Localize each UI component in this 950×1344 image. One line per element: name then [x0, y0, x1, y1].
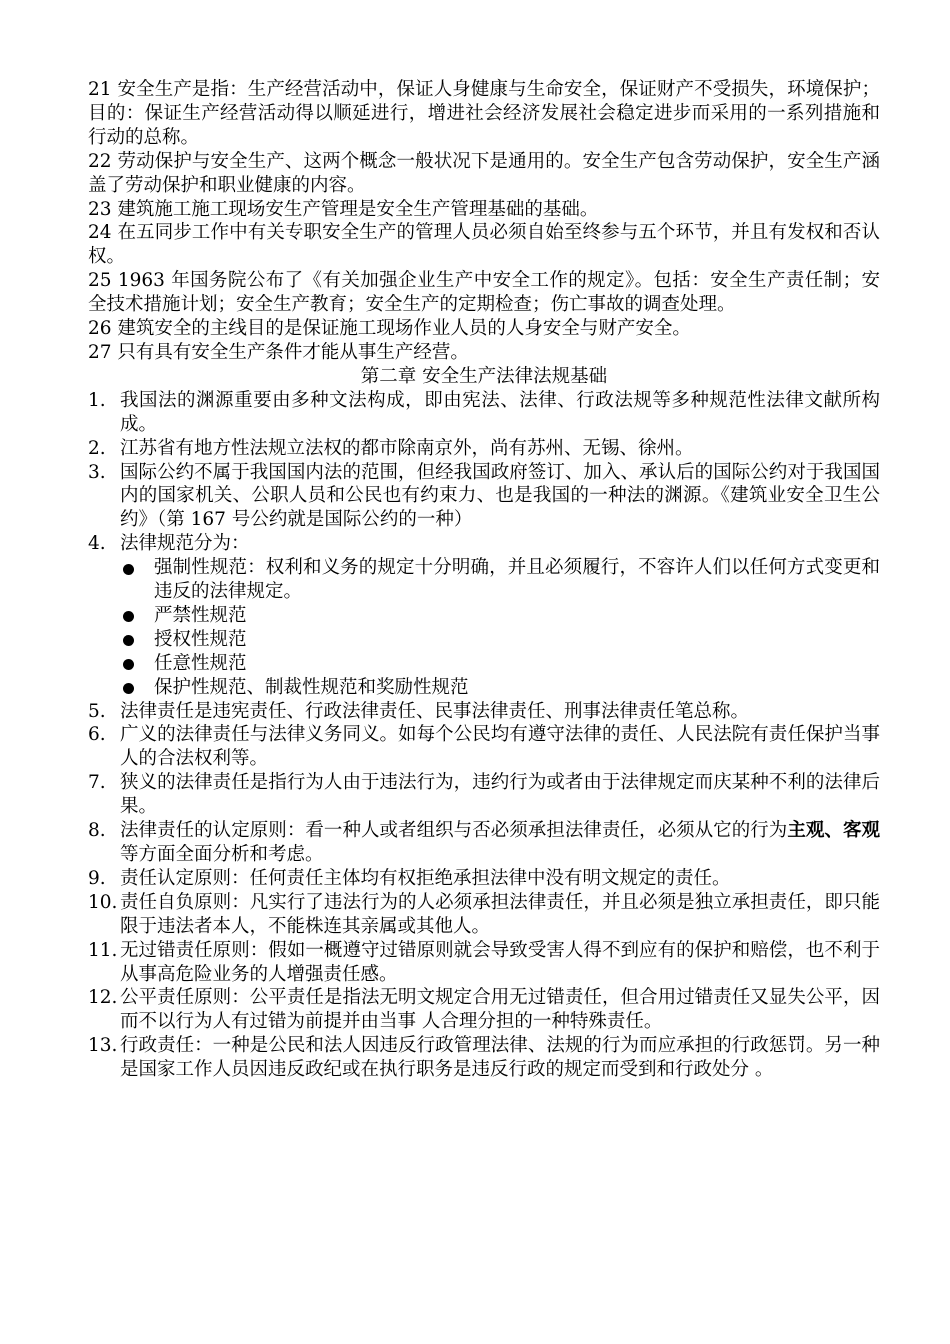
paragraph-27: 27 只有具有安全生产条件才能从事生产经营。 [88, 341, 469, 363]
list-item-text: 无过错责任原则：假如一概遵守过错原则就会导致受害人得不到应有的保护和赔偿，也不利于从事高危险业务的人增强责任感。 [120, 939, 880, 985]
list-item-text-before: 法律责任的认定原则：看一种人或者组织与否必须承担法律责任，必须从它的行为 [120, 820, 788, 842]
list-item-7 [88, 771, 880, 819]
list-item-9 [88, 867, 880, 891]
bullet-item-5 [88, 676, 880, 700]
bullet-item-4 [88, 652, 880, 676]
list-item-text: 法律规范分为： [120, 533, 250, 555]
list-item-text: 公平责任原则：公平责任是指法无明文规定合用无过错责任，但合用过错责任又显失公平，因而不以行为人有过错为前提并由当事 人合理分担的一种特殊责任。 [120, 987, 880, 1033]
paragraph-23: 23 建筑施工施工现场安生产管理是安全生产管理基础的基础。 [88, 198, 599, 220]
list-item-12 [88, 986, 880, 1034]
list-item-6 [88, 723, 880, 771]
list-item-3 [88, 461, 880, 533]
list-item-11 [88, 939, 880, 987]
bullet-dot-icon [123, 611, 134, 622]
list-item-number: 12. [88, 987, 118, 1009]
list-item-4 [88, 532, 880, 556]
list-item-text: 国际公约不属于我国国内法的范围，但经我国政府签订、加入、承认后的国际公约对于我国国内的国家机关、公职人员和公民也有约束力、也是我国的一种法的渊源。《建筑业安全卫生公约》（第 167 号公约就是国际公约的一种） [120, 461, 880, 531]
list-item-text: 江苏省有地方性法规立法权的都市除南京外，尚有苏州、无锡、徐州。 [120, 437, 694, 459]
bullet-item-text: 强制性规范：权利和义务的规定十分明确，并且必须履行，不容许人们以任何方式变更和违反的法律规定。 [154, 557, 880, 603]
list-item-text: 广义的法律责任与法律义务同义。如每个公民均有遵守法律的责任、人民法院有责任保护当事人的合法权利等。 [120, 724, 880, 770]
list-item-number: 11. [88, 939, 118, 961]
list-item-number: 9. [88, 867, 106, 889]
list-item-2 [88, 437, 880, 461]
list-item-10 [88, 891, 880, 939]
list-item-number: 1. [88, 389, 106, 411]
paragraph-22: 22 劳动保护与安全生产、这两个概念一般状况下是通用的。安全生产包含劳动保护，安全生产涵盖了劳动保护和职业健康的内容。 [88, 150, 880, 196]
list-item-1 [88, 389, 880, 437]
list-item-number: 4. [88, 533, 106, 555]
list-item-number: 13. [88, 1035, 118, 1057]
list-item-5 [88, 700, 880, 724]
bullet-dot-icon [123, 635, 134, 646]
list-item-13 [88, 1034, 880, 1082]
bullet-item-2 [88, 604, 880, 628]
list-item-text-after: 等方面全面分析和考虑。 [120, 844, 324, 865]
bullet-item-text: 保护性规范、制裁性规范和奖励性规范 [154, 676, 469, 698]
list-item-number: 6. [88, 724, 106, 746]
list-item-text: 责任自负原则：凡实行了违法行为的人必须承担法律责任，并且必须是独立承担责任，即只能限于违法者本人，不能株连其亲属或其他人。 [120, 891, 880, 937]
list-item-text: 责任认定原则：任何责任主体均有权拒绝承担法律中没有明文规定的责任。 [120, 867, 731, 889]
bullet-item-3 [88, 628, 880, 652]
chapter-heading: 第二章 安全生产法律法规基础 [360, 365, 608, 387]
paragraph-26: 26 建筑安全的主线目的是保证施工现场作业人员的人身安全与财产安全。 [88, 318, 691, 340]
bullet-dot-icon [123, 683, 134, 694]
paragraph-24: 24 在五同步工作中有关专职安全生产的管理人员必须自始至终参与五个环节，并且有发权和否认权。 [88, 222, 880, 268]
list-item-number: 3. [88, 461, 106, 483]
list-item-number: 10. [88, 891, 118, 913]
list-item-text: 我国法的渊源重要由多种文法构成，即由宪法、法律、行政法规等多种规范性法律文献所构成。 [120, 389, 880, 435]
paragraph-25: 25 1963 年国务院公布了《有关加强企业生产中安全工作的规定》。包括：安全生产责任制；安全技术措施计划；安全生产教育；安全生产的定期检查；伤亡事故的调查处理。 [88, 270, 880, 316]
bullet-dot-icon [123, 564, 134, 575]
bullet-item-1 [88, 556, 880, 604]
bullet-item-text: 任意性规范 [154, 652, 247, 674]
paragraph-21: 21 安全生产是指：生产经营活动中，保证人身健康与生命安全，保证财产不受损失，环境保护；目的：保证生产经营活动得以顺延进行，增进社会经济发展社会稳定进步而采用的一系列措施和行动的总称。 [88, 79, 880, 148]
list-item-text: 狭义的法律责任是指行为人由于违法行为，违约行为或者由于法律规定而庆某种不利的法律后果。 [120, 772, 880, 818]
list-item-text: 法律责任是违宪责任、行政法律责任、民事法律责任、刑事法律责任笔总称。 [120, 700, 750, 722]
list-item-number: 8. [88, 820, 106, 842]
bullet-dot-icon [123, 659, 134, 670]
emphasis-text: 主观、客观 [787, 820, 880, 842]
list-item-text: 行政责任：一种是公民和法人因违反行政管理法律、法规的行为而应承担的行政惩罚。另一种是国家工作人员因违反政纪或在执行职务是违反行政的规定而受到和行政处分 。 [120, 1035, 880, 1081]
list-item-number: 5. [88, 700, 106, 722]
list-item-8 [88, 819, 880, 867]
list-item-number: 2. [88, 437, 106, 459]
bullet-item-text: 严禁性规范 [154, 604, 247, 626]
document-page [88, 78, 880, 1082]
list-item-number: 7. [88, 772, 106, 794]
bullet-item-text: 授权性规范 [154, 628, 247, 650]
